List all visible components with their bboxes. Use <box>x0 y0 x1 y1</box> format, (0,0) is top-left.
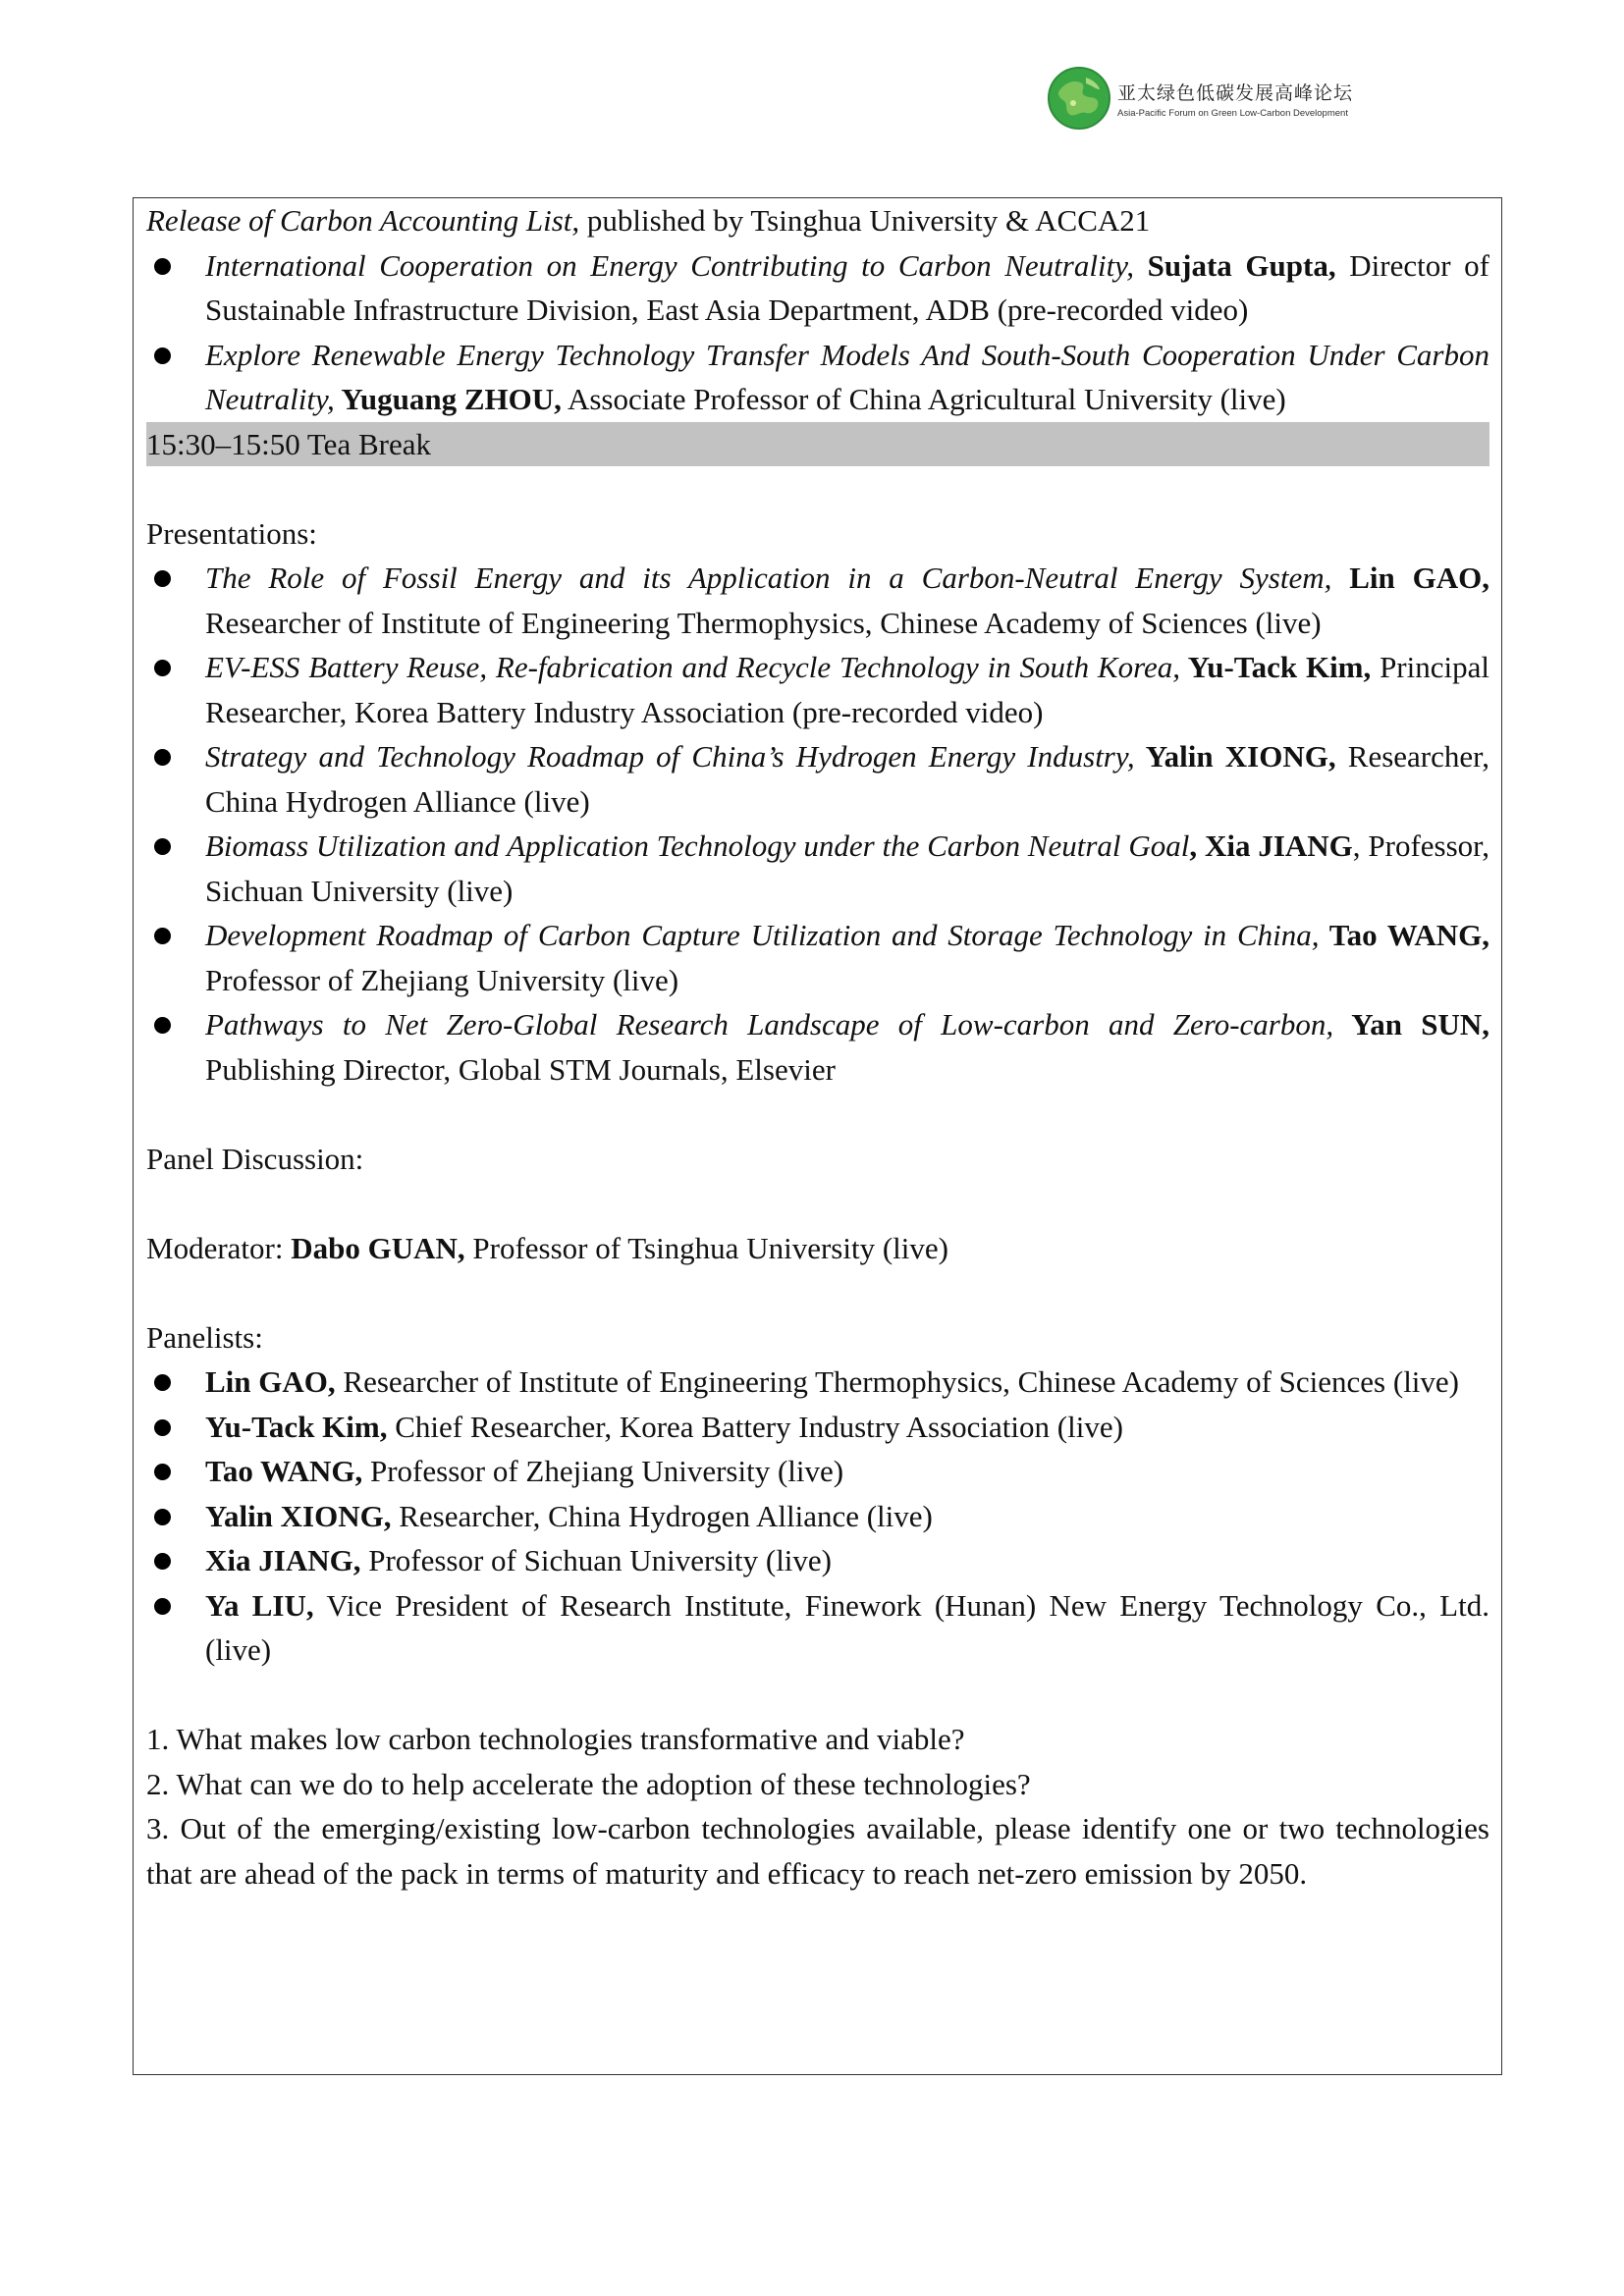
list-item: Ya LIU, Vice President of Research Institute, Finework (Hunan) New Energy Technology Co., Ltd. (live) <box>146 1583 1489 1673</box>
bullet-icon <box>154 1598 171 1615</box>
spacer <box>146 466 1489 511</box>
list-item: Explore Renewable Energy Technology Transfer Models And South-South Cooperation Under Carbon Neutrality, Yuguang ZHOU, Associate Professor of China Agricultural University (live) <box>146 333 1489 422</box>
list-item: Yu-Tack Kim, Chief Researcher, Korea Battery Industry Association (live) <box>146 1405 1489 1450</box>
bullet-icon <box>154 1374 171 1391</box>
bullet-icon <box>154 1509 171 1525</box>
spacer <box>146 1092 1489 1137</box>
list-item: Lin GAO, Researcher of Institute of Engineering Thermophysics, Chinese Academy of Sciences (live) <box>146 1360 1489 1405</box>
bullet-icon <box>154 838 171 855</box>
list-item: The Role of Fossil Energy and its Application in a Carbon-Neutral Energy System, Lin GAO, Researcher of Institute of Engineering Thermophysics, Chinese Academy of Sciences (live) <box>146 556 1489 645</box>
tea-break-banner: 15:30–15:50 Tea Break <box>146 422 1489 467</box>
spacer <box>146 1673 1489 1718</box>
list-item: Pathways to Net Zero-Global Research Landscape of Low-carbon and Zero-carbon, Yan SUN, Publishing Director, Global STM Journals, Elsevier <box>146 1002 1489 1092</box>
release-title: Release of Carbon Accounting List, <box>146 203 580 238</box>
spacer <box>146 1181 1489 1226</box>
list-item: EV-ESS Battery Reuse, Re-fabrication and Recycle Technology in South Korea, Yu-Tack Kim, Principal Researcher, Korea Battery Industry Association (pre-recorded video) <box>146 645 1489 734</box>
bullet-icon <box>154 570 171 587</box>
moderator-name: Dabo GUAN, <box>291 1230 465 1265</box>
presentations-heading: Presentations: <box>146 515 317 551</box>
bullet-icon <box>154 660 171 676</box>
bullet-icon <box>154 1419 171 1436</box>
bullet-icon <box>154 1464 171 1480</box>
list-item: Yalin XIONG, Researcher, China Hydrogen Alliance (live) <box>146 1494 1489 1539</box>
list-item: Xia JIANG, Professor of Sichuan University (live) <box>146 1538 1489 1583</box>
list-item: Development Roadmap of Carbon Capture Utilization and Storage Technology in China, Tao WANG, Professor of Zhejiang University (live) <box>146 913 1489 1002</box>
presentations-list <box>146 556 1489 1092</box>
question-item: 1. What makes low carbon technologies transformative and viable? <box>146 1722 965 1756</box>
bullet-icon <box>154 258 171 275</box>
release-publisher: published by Tsinghua University & ACCA21 <box>579 203 1151 238</box>
forum-logo <box>1047 63 1380 133</box>
question-item: 3. Out of the emerging/existing low-carbon technologies available, please identify one or two technologies that are ahead of the pack in terms of maturity and efficacy to reach net-zero emission by 2050. <box>146 1811 1489 1891</box>
list-item: Biomass Utilization and Application Technology under the Carbon Neutral Goal, Xia JIANG, Professor, Sichuan University (live) <box>146 824 1489 913</box>
bullet-icon <box>154 749 171 766</box>
release-line <box>146 198 1489 243</box>
logo-chinese-text: 亚太绿色低碳发展高峰论坛 <box>1117 81 1354 104</box>
moderator-line: Moderator: Dabo GUAN, Professor of Tsinghua University (live) <box>146 1230 948 1265</box>
bullet-icon <box>154 928 171 944</box>
question-item: 2. What can we do to help accelerate the adoption of these technologies? <box>146 1766 1031 1801</box>
panelists-heading: Panelists: <box>146 1319 263 1355</box>
discussion-questions <box>146 1717 1489 1896</box>
list-item: Tao WANG, Professor of Zhejiang University (live) <box>146 1449 1489 1494</box>
spacer <box>146 1270 1489 1315</box>
list-item: International Cooperation on Energy Contributing to Carbon Neutrality, Sujata Gupta, Director of Sustainable Infrastructure Division, East Asia Department, ADB (pre-recorded video) <box>146 243 1489 333</box>
agenda-frame <box>133 197 1502 2075</box>
bullet-icon <box>154 1017 171 1034</box>
logo-english-text: Asia-Pacific Forum on Green Low-Carbon Development <box>1117 107 1348 119</box>
bullet-icon <box>154 1553 171 1570</box>
panelists-list <box>146 1360 1489 1673</box>
bullet-icon <box>154 347 171 364</box>
globe-logo-icon <box>1047 66 1111 131</box>
list-item: Strategy and Technology Roadmap of China’s Hydrogen Energy Industry, Yalin XIONG, Researcher, China Hydrogen Alliance (live) <box>146 734 1489 824</box>
agenda-content <box>146 198 1489 1896</box>
release-items <box>146 243 1489 422</box>
panel-discussion-heading: Panel Discussion: <box>146 1141 364 1176</box>
